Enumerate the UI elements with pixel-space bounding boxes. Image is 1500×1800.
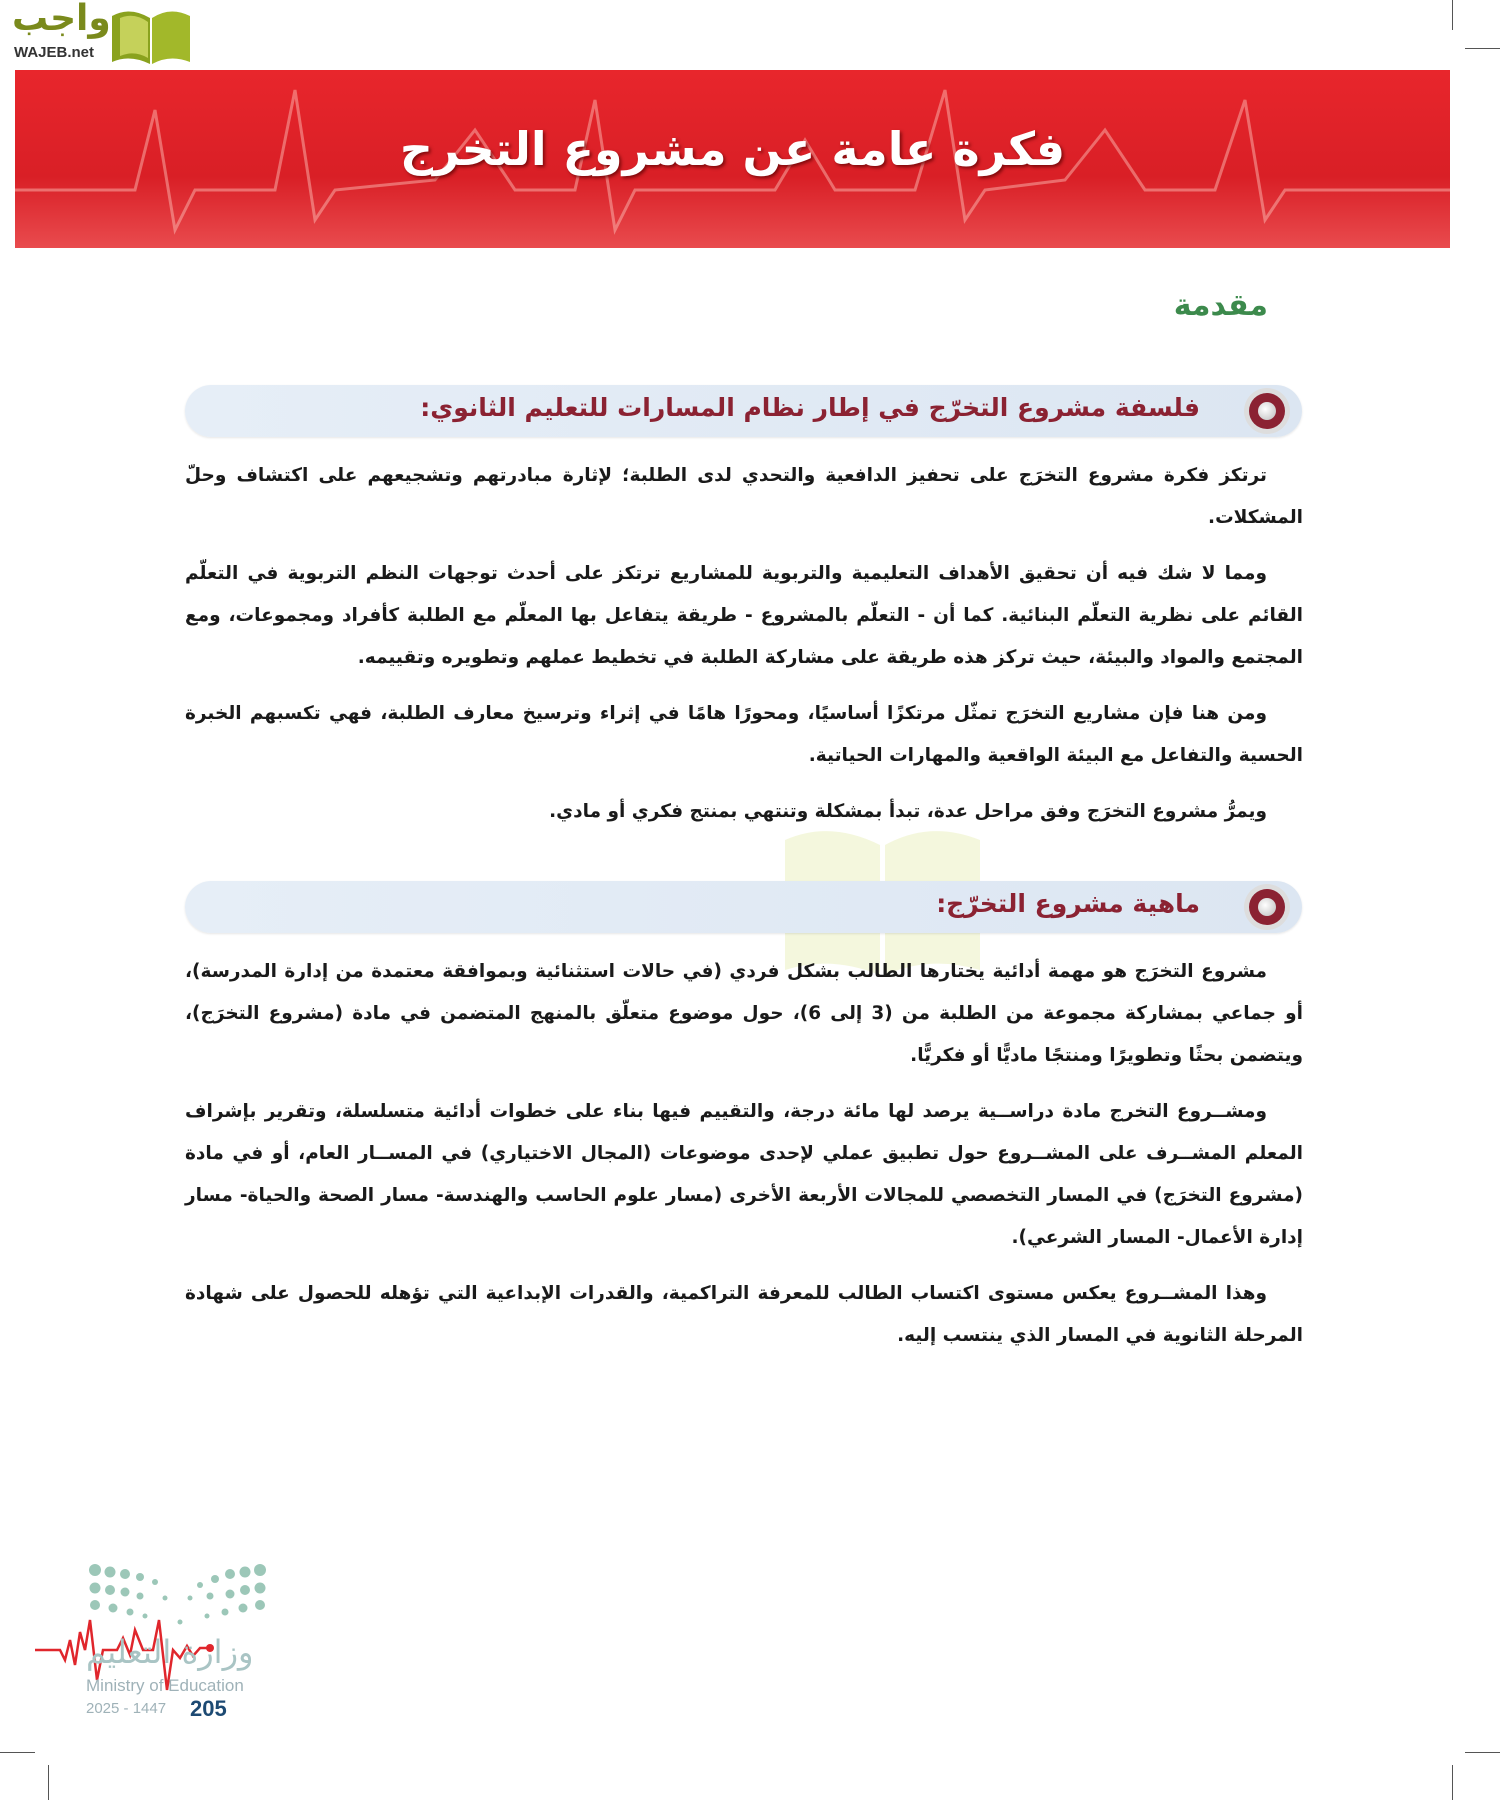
wajeb-logo — [8, 0, 193, 66]
section-heading-definition — [185, 881, 1302, 933]
page-content — [185, 385, 1303, 1371]
page-number: 205 — [190, 1696, 227, 1721]
section-title: فلسفة مشروع التخرّج في إطار نظام المسارات للتعليم الثانوي: — [420, 393, 1200, 422]
crop-mark — [1452, 0, 1453, 30]
intro-heading: مقدمة — [1173, 288, 1268, 323]
paragraph: مشروع التخرَج هو مهمة أدائية يختارها الطالب بشكل فردي (في حالات استثنائية وبموافقة معتمدة من إدارة المدرسة)، أو جماعي بمشاركة مجموعة من الطلبة من (3 إلى 6)، حول موضوع متعلّق بالمنهج المتضمن في مادة (مشروع التخرَج)، ويتضمن بحثًا وتطويرًا ومنتجًا ماديًّا أو فكريًّا. — [185, 961, 1303, 1066]
crop-mark — [1465, 48, 1500, 49]
paragraph: ترتكز فكرة مشروع التخرَج على تحفيز الدافعية والتحدي لدى الطلبة؛ لإثارة مبادرتهم وتشجيعهم على اكتشاف وحلّ المشكلات. — [185, 465, 1303, 528]
section-title: ماهية مشروع التخرّج: — [936, 889, 1200, 918]
paragraph: ومشــروع التخرج مادة دراســية يرصد لها مائة درجة، والتقييم فيها بناء على خطوات أدائية متسلسلة، وتقرير بإشراف المعلم المشــرف على المشــروع حول تطبيق عملي لإحدى موضوعات (المجال الاختياري) في المســار العام، أو في مادة (مشروع التخرَج) في المسار التخصصي للمجالات الأربعة الأخرى (مسار علوم الحاسب والهندسة- مسار الصحة والحياة- مسار إدارة الأعمال- المسار الشرعي). — [185, 1101, 1303, 1248]
edition-year: 2025 - 1447 — [86, 1700, 167, 1717]
logo-latin: WAJEB.net — [14, 44, 95, 61]
book-icon — [108, 6, 194, 66]
bullet-icon — [1244, 884, 1290, 930]
crop-mark — [1465, 1752, 1500, 1753]
crop-mark — [0, 1752, 35, 1753]
paragraph: ويمرُّ مشروع التخرَج وفق مراحل عدة، تبدأ بمشكلة وتنتهي بمنتج فكري أو مادي. — [549, 801, 1267, 822]
section-heading-philosophy — [185, 385, 1302, 437]
ministry-name-arabic: وزارة التعليم — [86, 1633, 254, 1671]
page-title: فكرة عامة عن مشروع التخرج — [399, 122, 1066, 176]
bullet-icon — [1244, 388, 1290, 434]
logo-arabic: واجب — [12, 0, 111, 39]
paragraph: وهذا المشــروع يعكس مستوى اكتساب الطالب للمعرفة التراكمية، والقدرات الإبداعية التي تؤهله للحصول على شهادة المرحلة الثانوية في المسار الذي ينتسب إليه. — [185, 1283, 1303, 1346]
paragraph: ومما لا شك فيه أن تحقيق الأهداف التعليمية والتربوية للمشاريع ترتكز على أحدث توجهات النظم التربوية في التعلّم القائم على نظرية التعلّم البنائية. كما أن - التعلّم بالمشروع - طريقة يتفاعل بها المعلّم مع الطلبة كأفراد ومجموعات، ومع المجتمع والمواد والبيئة، حيث تركز هذه طريقة على مشاركة الطلبة في تخطيط عملهم وتطويره وتقييمه. — [185, 563, 1303, 668]
paragraph: ومن هنا فإن مشاريع التخرَج تمثّل مرتكزًا أساسيًا، ومحورًا هامًا في إثراء وترسيخ معارف الطلبة، فهي تكسبهم الخبرة الحسية والتفاعل مع البيئة الواقعية والمهارات الحياتية. — [185, 703, 1303, 766]
crop-mark — [48, 1765, 49, 1800]
ministry-name-english: Ministry of Education — [86, 1676, 244, 1695]
crop-mark — [1452, 1765, 1453, 1800]
title-banner — [15, 70, 1450, 248]
